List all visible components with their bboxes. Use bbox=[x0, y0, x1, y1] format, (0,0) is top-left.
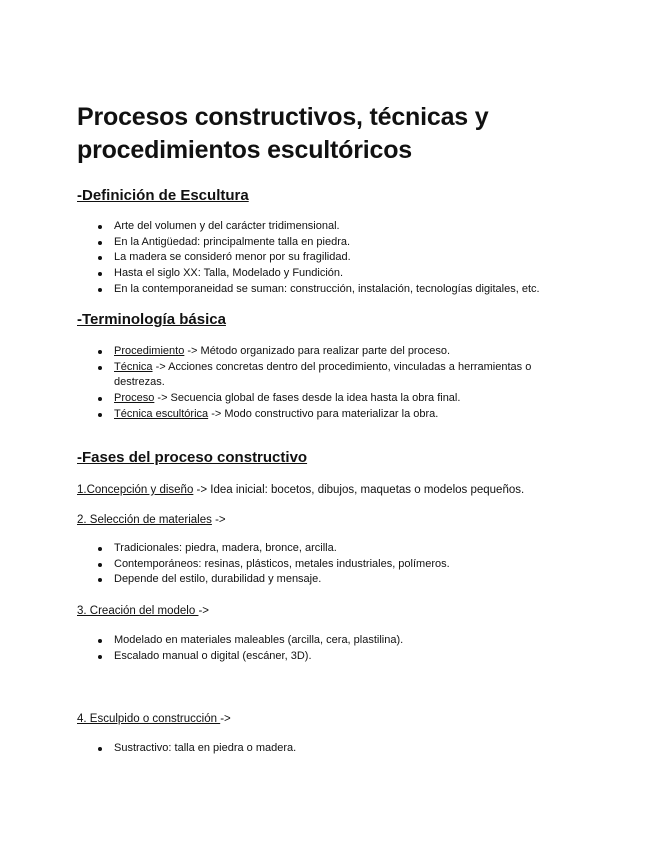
phase-1-label: 1.Concepción y diseño bbox=[77, 484, 194, 496]
phase-4-label: 4. Esculpido o construcción bbox=[77, 713, 221, 725]
heading-definicion: -Definición de Escultura bbox=[77, 187, 249, 204]
document-title: Procesos constructivos, técnicas y procedimientos escultóricos bbox=[77, 103, 489, 164]
term-link: Técnica escultórica bbox=[114, 407, 209, 420]
list-item: La madera se consideró menor por su fragilidad. bbox=[96, 250, 540, 266]
list-item bbox=[96, 407, 576, 423]
term-link: Proceso bbox=[114, 392, 155, 405]
list-item bbox=[96, 344, 576, 360]
list-item bbox=[96, 391, 576, 407]
phase-3 bbox=[77, 604, 209, 619]
phase-4-list bbox=[96, 741, 296, 757]
terminologia-list bbox=[96, 344, 576, 423]
term-definition: -> Modo constructivo para materializar la obra. bbox=[208, 407, 439, 420]
list-item: En la Antigüedad: principalmente talla en piedra. bbox=[96, 235, 540, 251]
term-definition: -> Secuencia global de fases desde la idea hasta la obra final. bbox=[154, 392, 461, 405]
phase-2 bbox=[77, 513, 226, 528]
term-definition: -> Método organizado para realizar parte del proceso. bbox=[184, 345, 451, 357]
list-item: Sustractivo: talla en piedra o madera. bbox=[96, 741, 296, 757]
phase-3-arrow: -> bbox=[198, 605, 210, 617]
phase-2-label: 2. Selección de materiales bbox=[77, 514, 212, 526]
list-item: Contemporáneos: resinas, plásticos, metales industriales, polímeros. bbox=[96, 557, 450, 573]
list-item: Tradicionales: piedra, madera, bronce, arcilla. bbox=[96, 541, 450, 557]
list-item: Modelado en materiales maleables (arcilla, cera, plastilina). bbox=[96, 633, 403, 649]
list-item: Depende del estilo, durabilidad y mensaje. bbox=[96, 572, 450, 588]
list-item: Escalado manual o digital (escáner, 3D). bbox=[96, 649, 403, 665]
list-item bbox=[96, 360, 576, 391]
phase-3-label: 3. Creación del modelo bbox=[77, 605, 199, 617]
phase-1-text: -> Idea inicial: bocetos, dibujos, maquetas o modelos pequeños. bbox=[193, 484, 525, 496]
phase-2-arrow: -> bbox=[211, 514, 226, 526]
phase-2-list bbox=[96, 541, 450, 588]
list-item: Arte del volumen y del carácter tridimensional. bbox=[96, 219, 540, 235]
heading-terminologia: -Terminología básica bbox=[77, 311, 226, 328]
term-link: Procedimiento bbox=[114, 345, 185, 357]
phase-4-arrow: -> bbox=[220, 713, 231, 725]
phase-3-list bbox=[96, 633, 403, 664]
heading-fases: -Fases del proceso constructivo bbox=[77, 449, 308, 466]
phase-1 bbox=[77, 483, 524, 498]
definicion-list bbox=[96, 219, 540, 298]
list-item: En la contemporaneidad se suman: construcción, instalación, tecnologías digitales, etc. bbox=[96, 282, 540, 298]
phase-4 bbox=[77, 712, 231, 727]
term-definition: -> Acciones concretas dentro del procedimiento, vinculadas a herramientas o destrezas. bbox=[114, 360, 532, 389]
list-item: Hasta el siglo XX: Talla, Modelado y Fundición. bbox=[96, 266, 540, 282]
term-link: Técnica bbox=[114, 360, 153, 373]
